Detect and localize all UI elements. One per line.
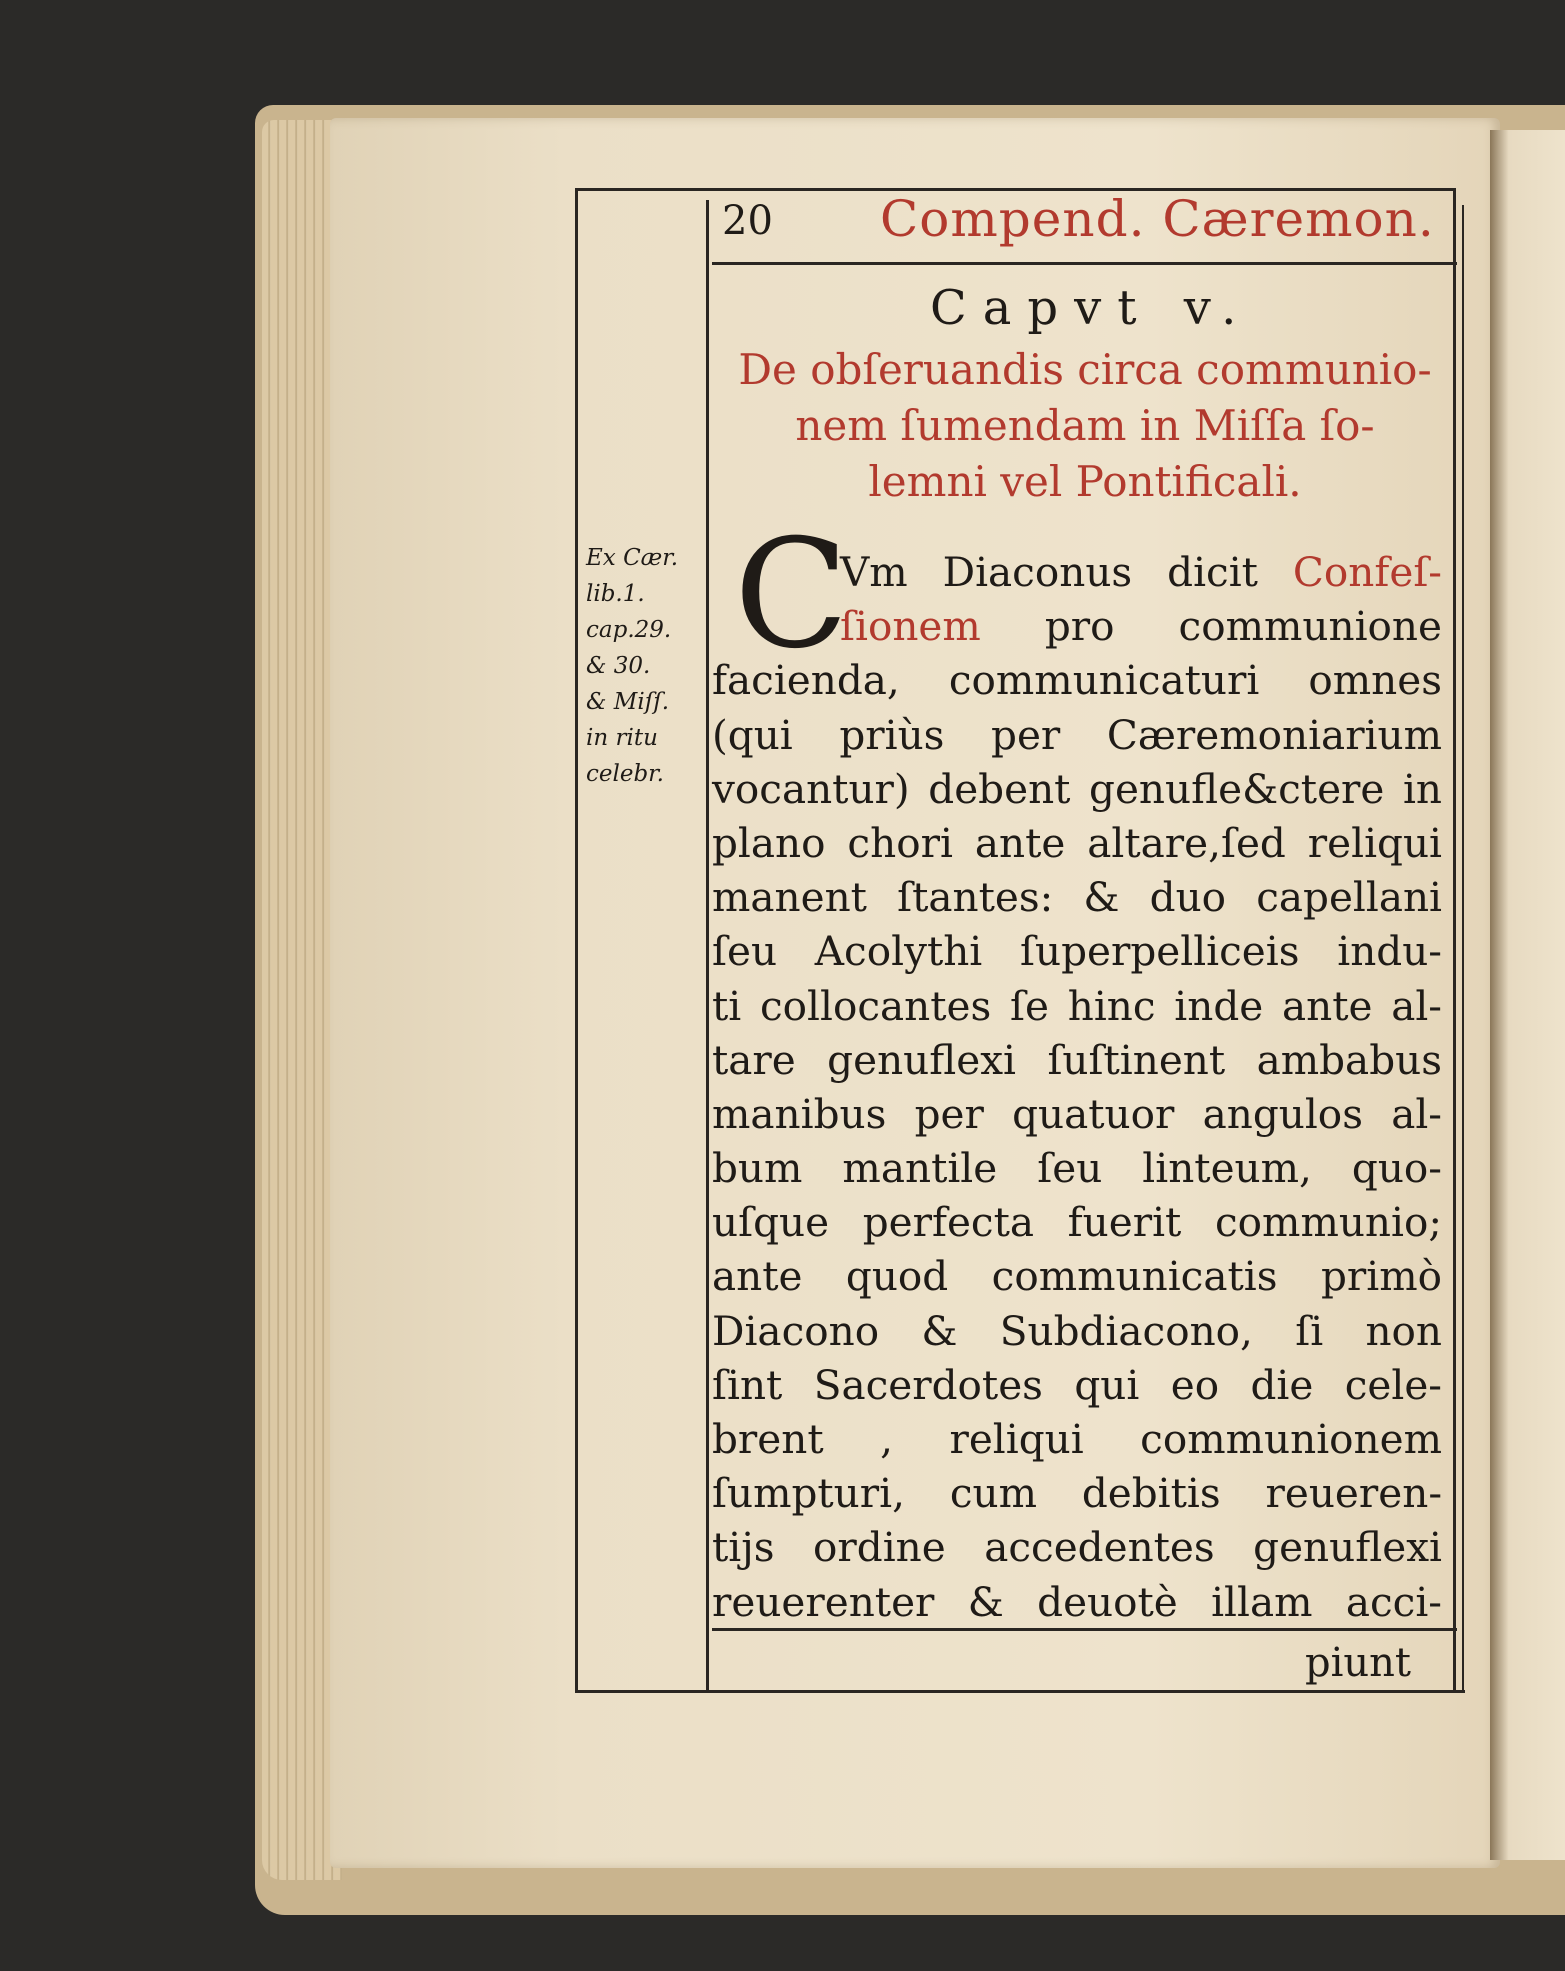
frame-left-rule — [575, 188, 578, 1693]
text-line: ti collocantes ſe hinc inde ante al- — [712, 981, 1442, 1030]
text-line — [712, 545, 1442, 599]
body-text — [712, 545, 1442, 1629]
facing-page-edge — [1490, 130, 1565, 1860]
text-line: tare genuflexi ſuſtinent ambabus — [712, 1035, 1442, 1084]
catchword: piunt — [1305, 1640, 1411, 1686]
text-segment: Vm Diaconus dicit — [840, 548, 1293, 596]
chapter-heading — [715, 342, 1455, 510]
text-line: ante quod communicatis primò — [712, 1252, 1442, 1301]
marginal-line: & 30. — [586, 653, 651, 679]
text-segment: pro communione — [980, 602, 1442, 651]
marginal-line: Ex Cær. — [586, 545, 679, 571]
running-title: Compend. Cæremon. — [880, 190, 1435, 248]
text-line: Diacono & Subdiacono, ſi non — [712, 1306, 1442, 1355]
heading-line: De obſeruandis circa communio- — [738, 345, 1432, 394]
text-line: manent ſtantes: & duo capellani — [712, 873, 1442, 922]
chapter-label: Capvt v. — [930, 280, 1253, 336]
text-line: facienda, communicaturi omnes — [712, 656, 1442, 705]
marginal-line: in ritu — [586, 725, 658, 751]
text-line — [712, 599, 1442, 653]
frame-right-rule-outer — [1462, 205, 1464, 1693]
text-line: reuerenter & deuotè illam acci- — [712, 1577, 1442, 1626]
text-line: ſint Sacerdotes qui eo die cele- — [712, 1360, 1442, 1409]
marginal-line: celebr. — [586, 761, 664, 787]
text-line: vocantur) debent genufle&ctere in — [712, 764, 1442, 813]
text-line: ſeu Acolythi ſuperpelliceis indu- — [712, 927, 1442, 976]
marginal-note — [586, 540, 681, 792]
rubric-segment: Confeſ- — [1292, 548, 1442, 596]
text-line: uſque perfecta fuerit communio; — [712, 1198, 1442, 1247]
text-line: plano chori ante altare,ſed reliqui — [712, 818, 1442, 867]
marginal-line: & Miſſ. — [586, 689, 670, 715]
rubric-segment: ſionem — [840, 602, 981, 651]
text-line: ſumpturi, cum debitis reueren- — [712, 1469, 1442, 1518]
text-line: manibus per quatuor angulos al- — [712, 1089, 1442, 1138]
page-number: 20 — [722, 198, 773, 244]
heading-line: nem ſumendam in Miſſa ſo- — [795, 401, 1375, 450]
drop-capital: C — [734, 508, 849, 682]
marginal-line: lib.1. — [586, 581, 645, 607]
text-line: (qui priùs per Cæremoniarium — [712, 710, 1442, 759]
text-line: brent , reliqui communionem — [712, 1415, 1442, 1463]
column-rule — [706, 200, 709, 1693]
text-line: tijs ordine accedentes genuflexi — [712, 1523, 1442, 1572]
heading-line: lemni vel Pontificali. — [868, 457, 1302, 506]
text-line: bum mantile ſeu linteum, quo- — [712, 1144, 1442, 1193]
frame-bottom-rule — [575, 1690, 1465, 1693]
header-rule — [712, 262, 1457, 265]
marginal-line: cap.29. — [586, 617, 672, 643]
